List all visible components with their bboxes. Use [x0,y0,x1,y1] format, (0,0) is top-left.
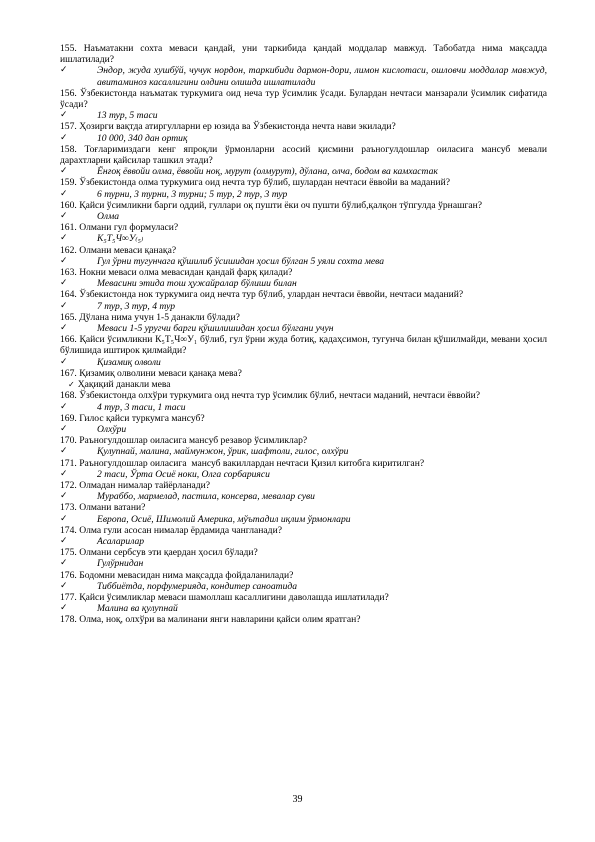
answer-text: 2 таси, Ўрта Осиё ноки, Олга сорбарияси [97,468,270,480]
check-mark-icon: ✓ [60,513,68,524]
check-mark-icon: ✓ [60,323,68,334]
answer-item-plain [60,379,547,390]
check-mark-icon: ✓ [60,255,68,266]
check-mark-icon: ✓ [60,603,68,614]
answer-item [60,65,550,88]
question-text: 166. Қайси ўсимликни К₅Т₅Ч∞У₁ бўлиб, гул ўрни жуда ботиқ, қадаҳсимон, тугунча билан қўшилмайди, мевани ҳосил бўлишида иштирок қилмайди? [60,334,550,357]
question-text: 164. Ўзбекистонда нок туркумига оид нечта тур бўлиб, улардан нечтаси ёввойи, нечтаси маданий? [60,289,464,301]
check-mark-icon: ✓ [60,132,68,143]
check-mark-icon: ✓ [60,188,68,199]
question-text: 176. Бодомни мевасидан нима мақсадда фойдаланилади? [60,569,294,581]
answer-item [60,110,547,121]
answer-item [60,278,547,289]
check-mark-icon: ✓ [60,401,68,412]
check-mark-icon: ✓ [60,211,68,222]
answer-text: Олма [97,211,120,223]
question-text: 173. Олмани ватани? [60,502,146,514]
answer-text: К₅Т₅Ч∞У₍₅₎ [97,233,144,245]
answer-item [60,558,547,569]
answer-text: 13 тур, 5 таси [97,110,158,122]
answer-text: Асаларилар [97,535,145,547]
answer-item [60,446,547,457]
answer-item [60,189,547,200]
check-mark-icon: ✓ [60,491,68,502]
answer-text: Ёнғоқ ёввойи олма, ёввойи ноқ, мурут (олмурут), дўлана, олча, бодом ва камхастак [97,166,438,178]
question-text: 168. Ўзбекистонда олхўри туркумига оид нечта тур ўсимлик бўлиб, нечтаси маданий, нечтаси ёввойи? [60,390,480,402]
answer-item [60,357,547,368]
answer-text: Меваси 1-5 уругчи барги қўшилишидан ҳосил бўлгани учун [97,323,334,335]
answer-text: 4 тур, 3 таси, 1 таси [97,401,186,413]
question-text: 155. Наъматакни сохта меваси қандай, уни таркибида қандай моддалар мавжуд. Табобатда нима мақсадда ишлатилади? [60,43,550,66]
answer-text: Қизамиқ олволи [97,356,161,368]
answer-text: 6 турни, 3 турни, 3 турни; 5 тур, 2 тур, 3 тур [97,188,288,200]
question-text: 178. Олма, ноқ, олхўри ва малинани янги навларини қайси олим яратган? [60,614,361,626]
answer-text: Эндор, жуда хушбўй, чучук нордон, таркибиди дармон-дори, лимон кислотаси, ошловчи моддалар мавжуд, авитаминоз касаллигини олдини олишда ишлатилади [97,65,550,88]
answer-text: Мураббо, мармелад, пастила, консерва, мевалар суви [97,491,315,503]
answer-item [60,211,547,222]
check-mark-icon: ✓ [68,380,75,390]
question-text: 156. Ўзбекистонда наъматак туркумига оид неча тур ўсимлик ўсади. Булардан нечтаси манзарали ўсимлик сифатида ўсади? [60,87,550,111]
check-mark-icon: ✓ [60,300,68,311]
check-mark-icon: ✓ [60,110,68,121]
answer-item [60,323,547,334]
answer-text: Европа, Осиё, Шимолий Америка, мўътадил иқлим ўрмонлари [97,513,351,525]
check-mark-icon: ✓ [60,65,68,76]
question-text: 162. Олмани меваси қанақа? [60,244,177,256]
answer-item [60,536,547,547]
question-text: 177. Қайси ўсимликлар меваси шамоллаш касаллигини даволашда ишлатилади? [60,591,389,603]
question-text: 172. Олмадан нималар тайёрланади? [60,479,211,491]
question-text: 169. Гилос қайси туркумга мансуб? [60,412,205,424]
question-text: 158. Тоғларимиздаги кенг япроқли ўрмонларни асосий қисмини раъногулдошлар оиласига мансуб мевали дарахтларни қайсилар ташкил этади? [60,143,550,167]
question-text: 159. Ўзбекистонда олма туркумига оид нечта тур бўлиб, шулардан нечтаси ёввойи ва маданий? [60,177,450,189]
answer-text: Гул ўрни тугунчага қўшилиб ўсишидан ҳосил бўлган 5 уяли сохта мева [97,255,385,267]
question-text: 161. Олмани гул формуласи? [60,222,179,234]
answer-item [60,166,547,177]
question-text: 157. Ҳозирги вақтда атиргулларни ер юзида ва Ўзбекистонда нечта нави экилади? [60,121,396,133]
answer-item [60,402,547,413]
answer-item [60,469,547,480]
answer-item [60,514,547,525]
question-text: 165. Дўлана нима учун 1-5 данакли бўлади? [60,311,240,323]
check-mark-icon: ✓ [60,558,68,569]
answer-text: 7 тур, 3 тур, 4 тур [97,300,176,312]
check-mark-icon: ✓ [60,468,68,479]
answer-text: Мевасини этида тош ҳужайралар бўлиши билан [97,278,297,290]
answer-text: Қулупнай, малина, маймунжон, ўрик, шафтоли, гилос, олхўри [97,446,349,458]
check-mark-icon: ✓ [60,278,68,289]
answer-item [60,233,547,244]
check-mark-icon: ✓ [60,166,68,177]
question-text: 167. Қизамиқ олволини меваси қанақа мева? [60,367,242,379]
check-mark-icon: ✓ [60,446,68,457]
answer-item [60,603,547,614]
check-mark-icon: ✓ [60,535,68,546]
question-text: 174. Олма гули асосан нималар ёрдамида чангланади? [60,524,282,536]
answer-item [60,581,547,592]
check-mark-icon: ✓ [60,423,68,434]
answer-text: Гулўрнидан [97,558,144,570]
answer-text: Олхўри [97,423,127,435]
answer-item [60,256,547,267]
question-text: 171. Раъногулдошлар оиласига мансуб вакиллардан нечтаси Қизил китобга киритилган? [60,457,425,469]
check-mark-icon: ✓ [60,233,68,244]
check-mark-icon: ✓ [60,580,68,591]
answer-text: Тиббиётда, порфумерияда, кондитер саноатида [97,580,298,592]
answer-item [60,133,547,144]
question-text: 170. Раъногулдошлар оиласига мансуб резавор ўсимликлар? [60,435,308,447]
answer-text: Ҳақиқий данакли мева [77,379,171,391]
answer-item [60,491,547,502]
page-number: 39 [292,794,303,805]
document-body [60,43,550,626]
answer-item [60,424,547,435]
answer-text: Малина ва қулупнай [97,603,178,615]
question-text: 160. Қайси ўсимликни барги оддий, гуллари оқ пушти ёки оч пушти бўлиб,қалқон тўпгулда ўрнашган? [60,199,483,211]
answer-item [60,301,547,312]
question-text: 163. Нокни меваси олма мевасидан қандай фарқ қилади? [60,267,293,279]
question-text: 175. Олмани сербсув эти қаердан ҳосил бўлади? [60,547,258,559]
check-mark-icon: ✓ [60,356,68,367]
answer-text: 10 000, 340 дан ортиқ [97,132,188,144]
